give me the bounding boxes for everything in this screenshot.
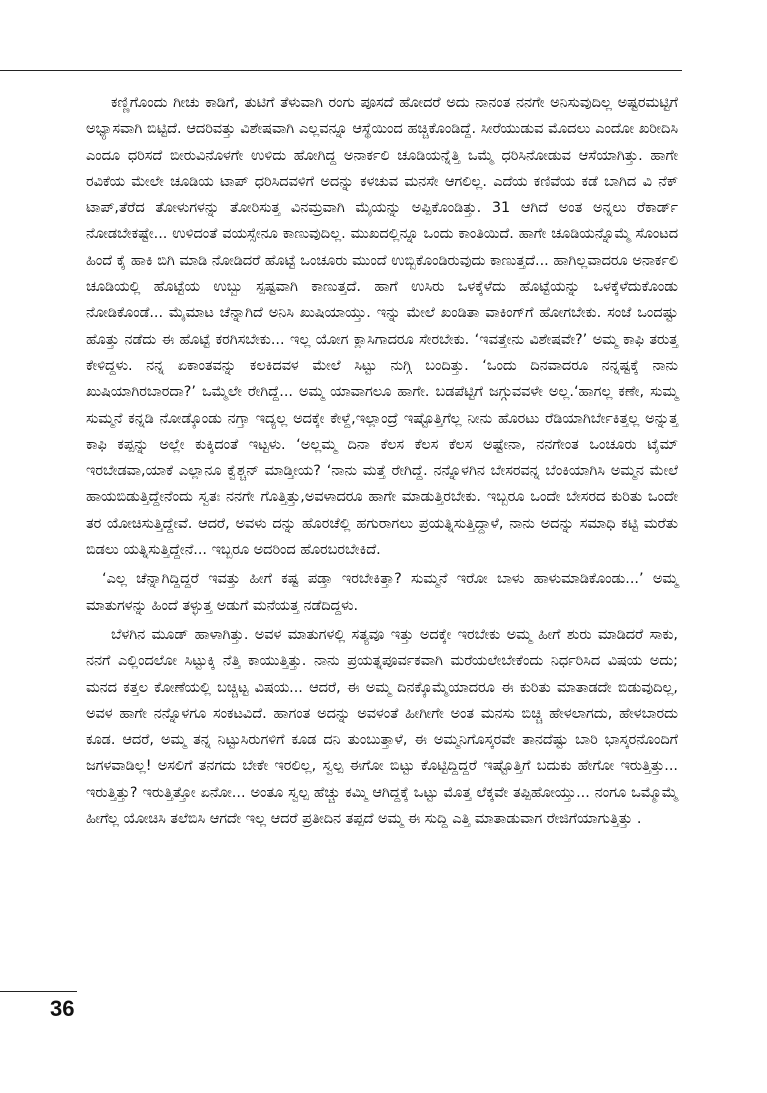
paragraph-3: ಬೆಳಗಿನ ಮೂಡ್ ಹಾಳಾಗಿತ್ತು. ಅವಳ ಮಾತುಗಳಲ್ಲಿ ಸತ್ಯವೂ ಇತ್ತು ಅದಕ್ಕೇ ಇರಬೇಕು ಅಮ್ಮ ಹೀಗೆ ಶುರು ಮಾಡಿದರೆ ಸಾಕು, ನನಗೆ ಎಲ್ಲಿಂದಲೋ ಸಿಟ್ಟುಕ್ಕಿ ನೆತ್ತಿ ಕಾಯುತ್ತಿತ್ತು. ನಾನು ಪ್ರಯತ್ನಪೂರ್ವಕವಾಗಿ ಮರೆಯಲೇಬೇಕೆಂದು ನಿರ್ಧರಿಸಿದ ವಿಷಯ ಅದು; ಮನದ ಕತ್ತಲ ಕೋಣೆಯಲ್ಲಿ ಬಚ್ಚಿಟ್ಟ ವಿಷಯ... ಆದರೆ, ಈ ಅಮ್ಮ ದಿನಕ್ಕೊಮ್ಮೆಯಾದರೂ ಈ ಕುರಿತು ಮಾತಾಡದೇ ಬಿಡುವುದಿಲ್ಲ, ಅವಳ ಹಾಗೇ ನನ್ನೊಳಗೂ ಸಂಕಟವಿದೆ. ಹಾಗಂತ ಅದನ್ನು ಅವಳಂತೆ ಹೀಗೀಗೇ ಅಂತ ಮನಸು ಬಿಚ್ಚಿ ಹೇಳಲಾಗದು, ಹೇಳಬಾರದು ಕೂಡ. ಆದರೆ, ಅಮ್ಮ ತನ್ನ ನಿಟ್ಟುಸಿರುಗಳಿಗೆ ಕೂಡ ದನಿ ತುಂಬುತ್ತಾಳೆ, ಈ ಅಮ್ಮನಿಗೊಸ್ಕರವೇ ತಾನದೆಷ್ಟು ಬಾರಿ ಭಾಸ್ಕರನೊಂದಿಗೆ ಜಗಳವಾಡಿಲ್ಲ! ಅಸಲಿಗೆ ತನಗದು ಬೇಕೇ ಇರಲಿಲ್ಲ, ಸ್ವಲ್ಪ ಈಗೋ ಬಿಟ್ಟು ಕೊಟ್ಟಿದ್ದಿದ್ದರೆ ಇಷ್ಟೊತ್ತಿಗೆ ಬದುಕು ಹೇಗೋ ಇರುತ್ತಿತ್ತು... ಇರುತ್ತಿತ್ತು? ಇರುತ್ತಿತ್ತೋ ಏನೋ... ಅಂತೂ ಸ್ವಲ್ಪ ಹೆಚ್ಚು ಕಮ್ಮಿ ಆಗಿದ್ದಕ್ಕೆ ಒಟ್ಟು ಮೊತ್ತ ಲೆಕ್ಕವೇ ತಪ್ಪಿಹೋಯ್ತು... ನಂಗೂ ಒಮ್ಮೊಮ್ಮೆ ಹೀಗೆಲ್ಲ ಯೋಚಿಸಿ ತಲೆಬಿಸಿ ಆಗದೇ ಇಲ್ಲ ಆದರೆ ಪ್ರತೀದಿನ ತಪ್ಪದೆ ಅಮ್ಮ ಈ ಸುದ್ದಿ ಎತ್ತಿ ಮಾತಾಡುವಾಗ ರೇಜಿಗೆಯಾಗುತ್ತಿತ್ತು . (86, 626, 678, 828)
header-rule (0, 70, 682, 71)
page-number: 36 (50, 996, 75, 1021)
footer-rule (0, 991, 77, 992)
body-text (86, 90, 678, 832)
paragraph-1: ಕಣ್ಣಿಗೊಂದು ಗೀಚು ಕಾಡಿಗೆ, ತುಟಿಗೆ ತೆಳುವಾಗಿ ರಂಗು ಪೂಸದೆ ಹೋದರೆ ಅದು ನಾನಂತ ನನಗೇ ಅನಿಸುವುದಿಲ್ಲ ಅಷ್ಟರಮಟ್ಟಿಗೆ ಅಭ್ಯಾಸವಾಗಿ ಬಿಟ್ಟಿದೆ. ಆದರಿವತ್ತು ವಿಶೇಷವಾಗಿ ಎಲ್ಲವನ್ನೂ ಆಸ್ಥೆಯಿಂದ ಹಚ್ಚಿಕೊಂಡಿದ್ದೆ. ಸೀರೆಯುಡುವ ಮೊದಲು ಎಂದೋ ಖರೀದಿಸಿ ಎಂದೂ ಧರಿಸದೆ ಬೀರುವಿನೊಳಗೇ ಉಳಿದು ಹೋಗಿದ್ದ ಅನಾರ್ಕಲಿ ಚೂಡಿಯನ್ನೆತ್ತಿ ಒಮ್ಮೆ ಧರಿಸಿನೋಡುವ ಆಸೆಯಾಗಿತ್ತು. ಹಾಗೇ ರವಿಕೆಯ ಮೇಲೇ ಚೂಡಿಯ ಟಾಪ್ ಧರಿಸಿದವಳಿಗೆ ಅದನ್ನು ಕಳಚುವ ಮನಸೇ ಆಗಲಿಲ್ಲ. ಎದೆಯ ಕಣಿವೆಯ ಕಡೆ ಬಾಗಿದ ವಿ ನೆಕ್ ಟಾಪ್,ತೆರೆದ ತೋಳುಗಳನ್ನು ತೋರಿಸುತ್ತ ವಿನಮ್ರವಾಗಿ ಮೈಯನ್ನು ಅಪ್ಪಿಕೊಂಡಿತ್ತು. 31 ಆಗಿದೆ ಅಂತ ಅನ್ನಲು ರೆಕಾರ್ಡ್ ನೋಡಬೇಕಷ್ಟೇ... ಉಳಿದಂತೆ ವಯಸ್ಸೇನೂ ಕಾಣುವುದಿಲ್ಲ. ಮುಖದಲ್ಲಿನ್ನೂ ಒಂದು ಕಾಂತಿಯಿದೆ. ಹಾಗೇ ಚೂಡಿಯನ್ನೊಮ್ಮೆ ಸೊಂಟದ ಹಿಂದೆ ಕೈ ಹಾಕಿ ಬಿಗಿ ಮಾಡಿ ನೋಡಿದರೆ ಹೊಟ್ಟೆ ಒಂಚೂರು ಮುಂದೆ ಉಬ್ಬಿಕೊಂಡಿರುವುದು ಕಾಣುತ್ತದೆ... ಹಾಗಿಲ್ಲವಾದರೂ ಅನಾರ್ಕಲಿ ಚೂಡಿಯಲ್ಲಿ ಹೊಟ್ಟೆಯ ಉಬ್ಬು ಸ್ಪಷ್ಟವಾಗಿ ಕಾಣುತ್ತದೆ. ಹಾಗೆ ಉಸಿರು ಒಳಕ್ಕೆಳೆದು ಹೊಟ್ಟೆಯನ್ನು ಒಳಕ್ಕೆಳೆದುಕೊಂಡು ನೋಡಿಕೊಂಡೆ... ಮೈಮಾಟ ಚೆನ್ನಾಗಿದೆ ಅನಿಸಿ ಖುಷಿಯಾಯ್ತು. ಇನ್ನು ಮೇಲೆ ಖಂಡಿತಾ ವಾಕಿಂಗ್‌ಗೆ ಹೋಗಬೇಕು. ಸಂಜೆ ಒಂದಷ್ಟು ಹೊತ್ತು ನಡೆದು ಈ ಹೊಟ್ಟೆ ಕರಗಿಸಬೇಕು... ಇಲ್ಲ ಯೋಗ ಕ್ಲಾಸಿಗಾದರೂ ಸೇರಬೇಕು. ‘ಇವತ್ತೇನು ವಿಶೇಷವೇ?’ ಅಮ್ಮ ಕಾಫಿ ತರುತ್ತ ಕೇಳಿದ್ದಳು. ನನ್ನ ಏಕಾಂತವನ್ನು ಕಲಕಿದವಳ ಮೇಲೆ ಸಿಟ್ಟು ನುಗ್ಗಿ ಬಂದಿತ್ತು. ‘ಒಂದು ದಿನವಾದರೂ ನನ್ನಷ್ಟಕ್ಕೆ ನಾನು ಖುಷಿಯಾಗಿರಬಾರದಾ?’ ಒಮ್ಮೆಲೇ ರೇಗಿದ್ದೆ... ಅಮ್ಮ ಯಾವಾಗಲೂ ಹಾಗೇ. ಬಡಪೆಟ್ಟಿಗೆ ಜಗ್ಗುವವಳೇ ಅಲ್ಲ.‘ಹಾಗಲ್ಲ ಕಣೇ, ಸುಮ್ಮ ಸುಮ್ಮನೆ ಕನ್ನಡಿ ನೋಡ್ಕೊಂಡು ನಗ್ತಾ ಇದ್ಯಲ್ಲ ಅದಕ್ಕೇ ಕೇಳ್ದೆ,ಇಲ್ಲಾಂದ್ರೆ ಇಷ್ಟೊತ್ತಿಗೆಲ್ಲ ನೀನು ಹೊರಟು ರೆಡಿಯಾಗಿರ್ಬೇಕಿತ್ತಲ್ಲ ಅನ್ನುತ್ತ ಕಾಫಿ ಕಪ್ಪನ್ನು ಅಲ್ಲೇ ಕುಕ್ಕಿದಂತೆ ಇಟ್ಟಳು. ‘ಅಲ್ಲಮ್ಮ ದಿನಾ ಕೆಲಸ ಕೆಲಸ ಕೆಲಸ ಅಷ್ಟೇನಾ, ನನಗೇಂತ ಒಂಚೂರು ಟೈಮ್ ಇರಬೇಡವಾ,ಯಾಕೆ ಎಲ್ಲಾನೂ ಕ್ವೆಶ್ಚನ್ ಮಾಡ್ತೀಯ? ‘ನಾನು ಮತ್ತೆ ರೇಗಿದ್ದೆ. ನನ್ನೊಳಗಿನ ಬೇಸರವನ್ನ ಬೆಂಕಿಯಾಗಿಸಿ ಅಮ್ಮನ ಮೇಲೆ ಹಾಯಬಿಡುತ್ತಿದ್ದೇನೆಂದು ಸ್ವತಃ ನನಗೇ ಗೊತ್ತಿತ್ತು,ಅವಳಾದರೂ ಹಾಗೇ ಮಾಡುತ್ತಿರಬೇಕು. ಇಬ್ಬರೂ ಒಂದೇ ಬೇಸರದ ಕುರಿತು ಒಂದೇ ತರ ಯೋಚಿಸುತ್ತಿದ್ದೇವೆ. ಆದರೆ, ಅವಳು ದನ್ನು ಹೊರಚೆಲ್ಲಿ ಹಗುರಾಗಲು ಪ್ರಯತ್ನಿಸುತ್ತಿದ್ದಾಳೆ, ನಾನು ಅದನ್ನು ಸಮಾಧಿ ಕಟ್ಟಿ ಮರೆತು ಬಿಡಲು ಯತ್ನಿಸುತ್ತಿದ್ದೇನೆ... ಇಬ್ಬರೂ ಅದರಿಂದ ಹೊರಬರಬೇಕಿದೆ. (86, 95, 678, 559)
paragraph-2: ‘ಎಲ್ಲ ಚೆನ್ನಾಗಿದ್ದಿದ್ದರೆ ಇವತ್ತು ಹೀಗೆ ಕಷ್ಟ ಪಡ್ತಾ ಇರಬೇಕಿತ್ತಾ? ಸುಮ್ಮನೆ ಇರೋ ಬಾಳು ಹಾಳುಮಾಡಿಕೊಂಡು...’ ಅಮ್ಮ ಮಾತುಗಳನ್ನು ಹಿಂದೆ ತಳ್ಳುತ್ತ ಅಡುಗೆ ಮನೆಯತ್ತ ನಡೆದಿದ್ದಳು. (86, 571, 678, 614)
